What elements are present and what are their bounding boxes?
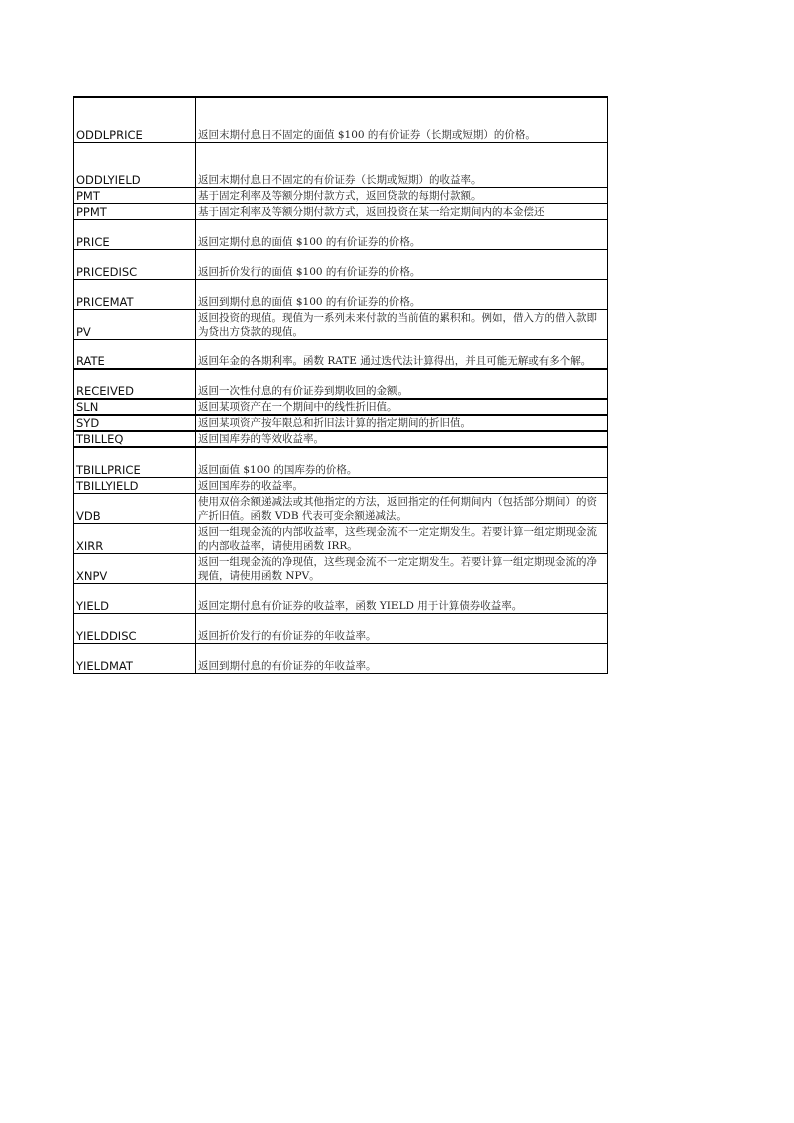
function-description: 返回一组现金流的净现值，这些现金流不一定定期发生。若要计算一组定期现金流的净现值，请使用函数 NPV。 [198,555,597,582]
table-row [74,493,608,523]
table-row [74,97,608,142]
function-name-cell[interactable] [74,279,196,309]
function-name: PV [76,324,91,339]
table-row [74,477,608,493]
function-description-cell[interactable] [196,187,608,203]
function-description-cell[interactable] [196,613,608,643]
function-description-cell[interactable] [196,279,608,309]
table-row [74,309,608,339]
function-name-cell[interactable] [74,447,196,477]
function-description: 返回折价发行的面值 $100 的有价证券的价格。 [198,265,421,278]
function-description-cell[interactable] [196,553,608,583]
function-name-cell[interactable] [74,309,196,339]
function-description: 返回国库券的收益率。 [198,479,303,492]
function-name: YIELD [76,598,109,613]
function-description: 基于固定利率及等额分期付款方式，返回贷款的每期付款额。 [198,189,482,202]
table-row [74,142,608,187]
function-description-cell[interactable] [196,203,608,219]
table-row [74,279,608,309]
function-description: 返回面值 $100 的国库券的价格。 [198,463,358,476]
function-name: YIELDDISC [76,628,137,643]
function-name: ODDLPRICE [76,127,143,142]
function-name-cell[interactable] [74,142,196,187]
function-name: SYD [76,416,100,430]
function-description: 返回到期付息的有价证券的年收益率。 [198,659,377,672]
function-description: 返回年金的各期利率。函数 RATE 通过迭代法计算得出，并且可能无解或有多个解。 [198,355,592,367]
table-row [74,583,608,613]
function-name-cell[interactable] [74,493,196,523]
function-name-cell[interactable] [74,523,196,553]
function-description: 基于固定利率及等额分期付款方式，返回投资在某一给定期间内的本金偿还 [198,205,545,218]
table-row [74,553,608,583]
function-name-cell[interactable] [74,583,196,613]
function-description-cell[interactable] [196,309,608,339]
function-description: 返回投资的现值。现值为一系列未来付款的当前值的累积和。例如，借入方的借入款即为贷出方贷款的现值。 [198,311,597,338]
function-description-cell[interactable] [196,369,608,399]
function-name-cell[interactable] [74,187,196,203]
function-description: 返回某项资产按年限总和折旧法计算的指定期间的折旧值。 [198,417,471,429]
function-name: TBILLYIELD [76,478,139,493]
function-name-cell[interactable] [74,415,196,431]
function-name: TBILLEQ [76,432,124,446]
function-description: 返回末期付息日不固定的有价证券（长期或短期）的收益率。 [198,173,482,186]
table-row [74,415,608,431]
function-description-cell[interactable] [196,643,608,673]
function-description-cell[interactable] [196,447,608,477]
function-name: PRICE [76,234,110,249]
function-name: VDB [76,508,101,523]
function-description: 返回折价发行的有价证券的年收益率。 [198,629,377,642]
function-name-cell[interactable] [74,431,196,447]
function-name: PPMT [76,204,107,219]
function-description-cell[interactable] [196,219,608,249]
function-description: 返回定期付息有价证券的收益率，函数 YIELD 用于计算债券收益率。 [198,599,523,612]
table-row [74,523,608,553]
function-name: XNPV [76,568,108,583]
function-description-cell[interactable] [196,142,608,187]
table-row [74,203,608,219]
function-name-cell[interactable] [74,613,196,643]
function-description: 返回某项资产在一个期间中的线性折旧值。 [198,401,398,413]
table-row [74,339,608,369]
function-name: PMT [76,188,100,203]
function-description: 使用双倍余额递减法或其他指定的方法，返回指定的任何期间内（包括部分期间）的资产折旧值。函数 VDB 代表可变余额递减法。 [198,495,597,522]
table-row [74,219,608,249]
function-name: ODDLYIELD [76,172,141,187]
function-description-cell[interactable] [196,415,608,431]
function-name: XIRR [76,538,104,553]
function-name-cell[interactable] [74,553,196,583]
function-name: RECEIVED [76,384,134,398]
function-name-cell[interactable] [74,477,196,493]
function-name: TBILLPRICE [76,462,141,477]
function-description-cell[interactable] [196,97,608,142]
function-name: PRICEDISC [76,264,138,279]
function-name: SLN [76,400,99,414]
function-description-cell[interactable] [196,583,608,613]
function-name: PRICEMAT [76,294,134,309]
function-name-cell[interactable] [74,369,196,399]
function-description: 返回末期付息日不固定的面值 $100 的有价证券（长期或短期）的价格。 [198,128,536,141]
function-name: RATE [76,354,105,368]
table-row [74,447,608,477]
table-row [74,249,608,279]
financial-functions-table [73,96,608,674]
function-name-cell[interactable] [74,219,196,249]
table-row [74,187,608,203]
table-row [74,431,608,447]
function-description-cell[interactable] [196,339,608,369]
function-description-cell[interactable] [196,523,608,553]
function-description: 返回定期付息的面值 $100 的有价证券的价格。 [198,235,421,248]
function-description-cell[interactable] [196,493,608,523]
function-name-cell[interactable] [74,339,196,369]
function-description: 返回一组现金流的内部收益率，这些现金流不一定定期发生。若要计算一组定期现金流的内部收益率，请使用函数 IRR。 [198,525,597,552]
function-name-cell[interactable] [74,97,196,142]
table-row [74,399,608,415]
table-row [74,643,608,673]
function-description-cell[interactable] [196,249,608,279]
function-description: 返回国库券的等效收益率。 [198,433,324,445]
function-name: YIELDMAT [76,658,133,673]
function-description-cell[interactable] [196,431,608,447]
function-name-cell[interactable] [74,399,196,415]
function-name-cell[interactable] [74,249,196,279]
table-row [74,369,608,399]
function-description-cell[interactable] [196,477,608,493]
function-name-cell[interactable] [74,643,196,673]
function-description: 返回到期付息的面值 $100 的有价证券的价格。 [198,295,421,308]
function-description-cell[interactable] [196,399,608,415]
table-row [74,613,608,643]
function-description: 返回一次性付息的有价证券到期收回的金额。 [198,385,408,397]
function-name-cell[interactable] [74,203,196,219]
